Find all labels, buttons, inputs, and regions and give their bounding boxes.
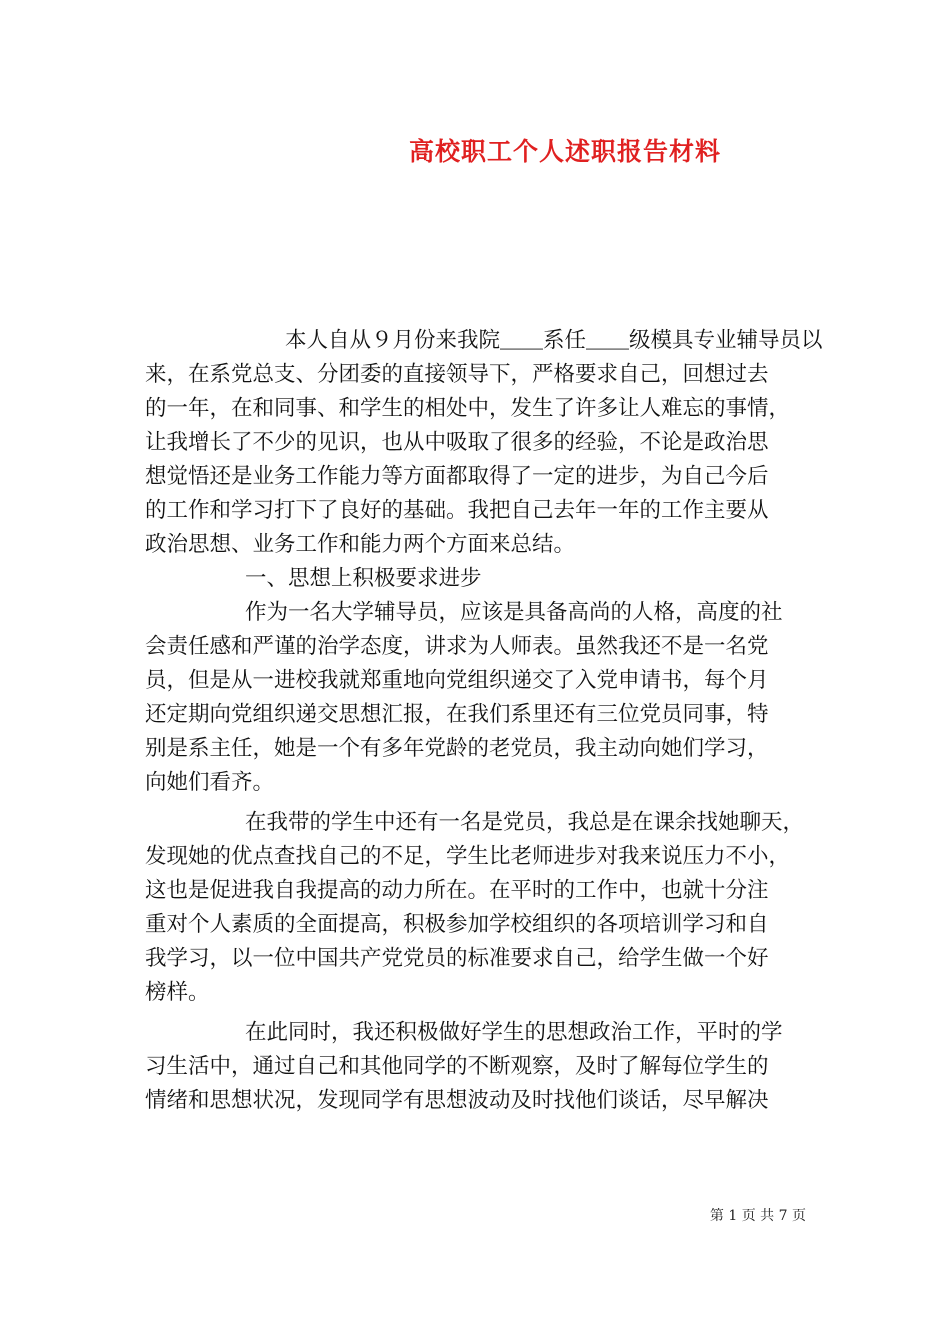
text-line: 来，在系党总支、分团委的直接领导下，严格要求自己，回想过去	[145, 362, 769, 387]
text-line: 习生活中，通过自己和其他同学的不断观察，及时了解每位学生的	[145, 1054, 769, 1079]
section-heading-text: 一、思想上积极要求进步	[245, 566, 482, 591]
text-line: 我学习，以一位中国共产党党员的标准要求自己，给学生做一个好	[145, 946, 769, 971]
text-line: 发现她的优点查找自己的不足，学生比老师进步对我来说压力不小，	[145, 844, 791, 869]
paragraph-4	[145, 1016, 815, 1118]
text-line: 员，但是从一进校我就郑重地向党组织递交了入党申请书，每个月	[145, 668, 769, 693]
text-line: 的一年，在和同事、和学生的相处中，发生了许多让人难忘的事情，	[145, 396, 791, 421]
section-heading	[145, 562, 815, 596]
text-line: 会责任感和严谨的治学态度，讲求为人师表。虽然我还不是一名党	[145, 634, 769, 659]
page-number-footer: 第 1 页 共 7 页	[709, 1208, 806, 1224]
document-title: 高校职工个人述职报告材料	[408, 137, 721, 166]
text-line: 的工作和学习打下了良好的基础。我把自己去年一年的工作主要从	[145, 498, 769, 523]
paragraph-2	[145, 596, 815, 800]
text-line: 本人自从９月份来我院＿＿系任＿＿级模具专业辅导员以	[285, 328, 823, 353]
text-line: 在此同时，我还积极做好学生的思想政治工作，平时的学	[245, 1020, 783, 1045]
text-line: 向她们看齐。	[145, 770, 275, 795]
document-body	[145, 324, 823, 1118]
text-line: 别是系主任，她是一个有多年党龄的老党员，我主动向她们学习，	[145, 736, 769, 761]
text-line: 这也是促进我自我提高的动力所在。在平时的工作中，也就十分注	[145, 878, 769, 903]
text-line: 作为一名大学辅导员，应该是具备高尚的人格，高度的社	[245, 600, 783, 625]
text-line: 重对个人素质的全面提高，积极参加学校组织的各项培训学习和自	[145, 912, 769, 937]
text-line: 政治思想、业务工作和能力两个方面来总结。	[145, 532, 576, 557]
paragraph-3	[145, 806, 815, 1010]
text-line: 还定期向党组织递交思想汇报，在我们系里还有三位党员同事，特	[145, 702, 769, 727]
text-line: 让我增长了不少的见识，也从中吸取了很多的经验，不论是政治思	[145, 430, 769, 455]
text-line: 情绪和思想状况，发现同学有思想波动及时找他们谈话，尽早解决	[145, 1088, 769, 1113]
text-line: 在我带的学生中还有一名是党员，我总是在课余找她聊天，	[245, 810, 805, 835]
text-line: 想觉悟还是业务工作能力等方面都取得了一定的进步，为自己今后	[145, 464, 769, 489]
paragraph-1	[145, 324, 823, 562]
text-line: 榜样。	[145, 980, 210, 1005]
